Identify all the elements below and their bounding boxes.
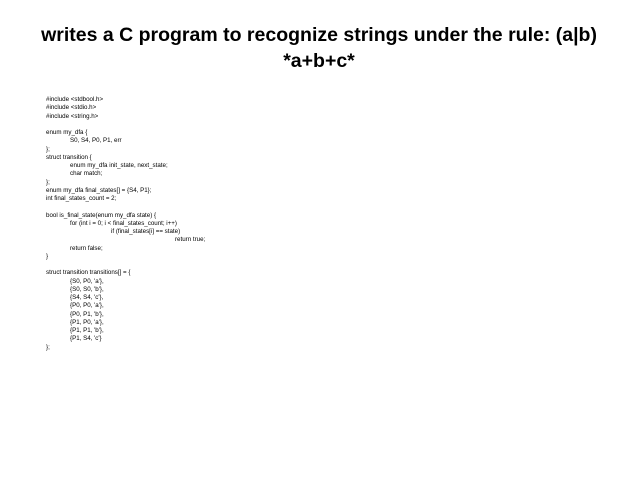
slide-title-line-2: *a+b+c* [283, 50, 355, 72]
code-line: return false; [70, 244, 103, 252]
code-line: {P1, P1, 'b'}, [70, 327, 104, 334]
code-line: {S0, S0, 'b'}, [70, 285, 104, 293]
code-line: {P0, P0, 'a'}, [70, 302, 104, 310]
code-line: } [46, 252, 49, 260]
code-block [46, 96, 606, 352]
slide-title [30, 22, 608, 74]
code-line: enum my_dfa init_state, next_state; [70, 162, 168, 169]
code-line: {P1, P0, 'a'}, [70, 318, 104, 326]
code-line: {S0, P0, 'a'}, [70, 277, 104, 285]
code-line: #include <string.h> [46, 112, 99, 120]
code-line: {P0, P1, 'b'}, [70, 310, 104, 318]
code-line: }; [46, 178, 50, 186]
code-line: struct transition { [46, 153, 92, 161]
code-line: enum my_dfa final_states[] = {S4, P1}; [46, 186, 152, 194]
code-line: {P1, S4, 'c'} [70, 335, 102, 343]
code-line: char match; [70, 170, 103, 178]
code-line: bool is_final_state(enum my_dfa state) { [46, 211, 157, 219]
code-line: if (final_states[i] == state) [111, 228, 181, 235]
code-line: for (int i = 0; i < final_states_count; i++) [70, 219, 177, 227]
code-blank-line [46, 121, 606, 129]
code-line: return true; [175, 236, 206, 244]
code-line: }; [46, 343, 50, 351]
code-line: S0, S4, P0, P1, err [70, 137, 122, 145]
code-blank-line [46, 261, 606, 269]
code-line: {S4, S4, 'c'}, [70, 294, 104, 301]
code-line: struct transition transitions[] = { [46, 269, 131, 277]
code-blank-line [46, 203, 606, 211]
code-line: enum my_dfa { [46, 129, 88, 136]
code-line: int final_states_count = 2; [46, 195, 117, 202]
code-line: #include <stdio.h> [46, 104, 97, 112]
slide-title-line-1: writes a C program to recognize strings under the rule: (a|b) [41, 24, 597, 46]
code-line: }; [46, 145, 50, 153]
code-line: #include <stdbool.h> [46, 96, 104, 103]
